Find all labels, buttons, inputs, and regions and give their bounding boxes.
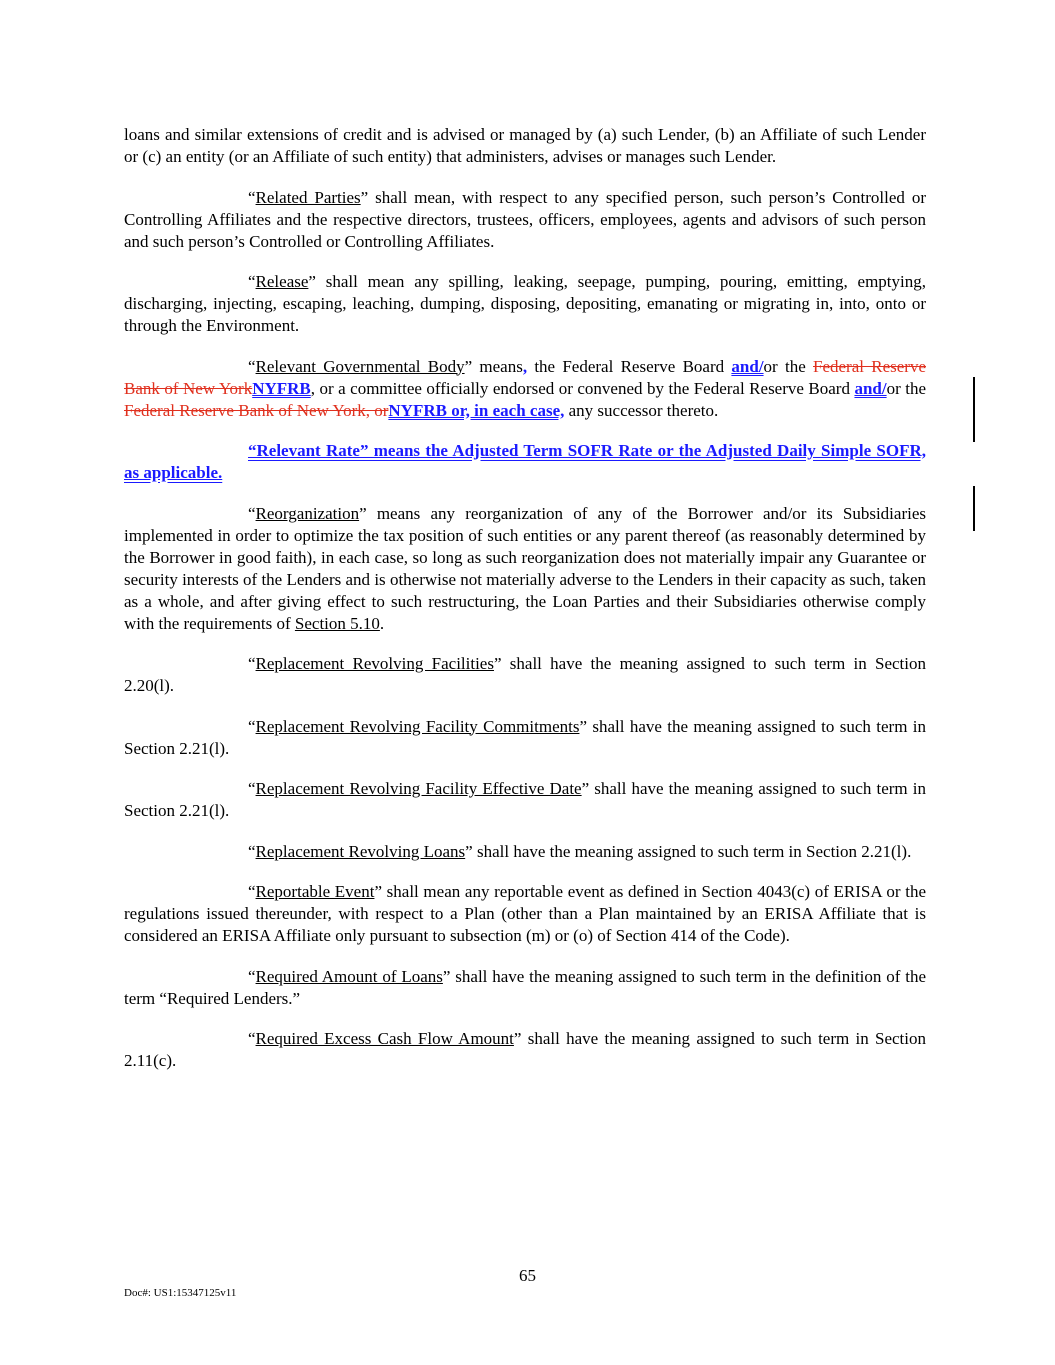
defined-term: Replacement Revolving Loans — [255, 841, 466, 861]
document-body — [124, 124, 926, 1091]
inserted-text: and/ — [731, 356, 764, 376]
defined-term: Required Amount of Loans — [255, 966, 443, 986]
defined-term: Replacement Revolving Facility Commitments — [255, 716, 580, 736]
definition-relevant-rate-inserted: “Relevant Rate” means the Adjusted Term SOFR Rate or the Adjusted Daily Simple SOFR, as applicable. — [124, 441, 926, 482]
defined-term: Release — [255, 272, 309, 291]
page-number: 65 — [519, 1266, 536, 1285]
defined-term: Reorganization — [255, 503, 360, 523]
defined-term: Relevant Governmental Body — [255, 356, 465, 376]
definition-reportable-event: “Reportable Event” shall mean any reportable event as defined in Section 4043(c) of ERISA or the regulations issued thereunder, with respect to a Plan (other than a Plan maintained by an ERISA Affiliate that is considered an ERISA Affiliate only pursuant to subsection (m) or (o) of Section 414 of the Code). — [124, 882, 926, 945]
change-bar — [973, 486, 975, 531]
inserted-text: NYFRB — [252, 378, 311, 398]
defined-term: Replacement Revolving Facilities — [255, 654, 494, 673]
definition-required-amount-of-loans: “Required Amount of Loans” shall have the meaning assigned to such term in the definition of the term “Required Lenders.” — [124, 966, 926, 1008]
definition-replacement-revolving-facilities: “Replacement Revolving Facilities” shall have the meaning assigned to such term in Section 2.20(l). — [124, 654, 927, 695]
deleted-text: Federal Reserve Bank of New York — [124, 356, 926, 398]
paragraph-continuation: loans and similar extensions of credit and is advised or managed by (a) such Lender, (b) an Affiliate of such Lender or (c) an entity (or an Affiliate of such entity) that administers, advises or manages such Lender. — [124, 125, 926, 166]
document-id: Doc#: US1:15347125v11 — [124, 1287, 237, 1299]
change-bar — [973, 377, 975, 442]
defined-term: Related Parties — [255, 187, 361, 207]
definition-related-parties: “Related Parties” shall mean, with respect to any specified person, such person’s Controlled or Controlling Affiliates and the respective directors, trustees, officers, employees, agents and advisors of such person and such person’s Controlled or Controlling Affiliates. — [124, 187, 926, 251]
inserted-text: NYFRB or, in each case, — [388, 400, 565, 420]
definition-relevant-governmental-body: “Relevant Governmental Body” means, the Federal Reserve Board and/or the Federal Reserve Bank of New YorkNYFRB, or a committee officially endorsed or convened by the Federal Reserve Board and/or the Federal Reserve Bank of New York, orNYFRB or, in each case, any successor thereto. — [124, 356, 927, 420]
definition-required-excess-cash-flow-amount: “Required Excess Cash Flow Amount” shall have the meaning assigned to such term in Section 2.11(c). — [124, 1029, 926, 1070]
definition-release: “Release” shall mean any spilling, leaking, seepage, pumping, pouring, emitting, emptying, discharging, injecting, escaping, leaching, dumping, disposing, depositing, emanating or migrating in, into, onto or through the Environment. — [124, 272, 926, 335]
definition-reorganization: “Reorganization” means any reorganization of any of the Borrower and/or its Subsidiaries implemented in order to optimize the tax position of such entities or any parent thereof (as reasonably determined by the Borrower in good faith), in each case, so long as such reorganization does not materially impair any Guarantee or security interests of the Lenders and is otherwise not materially adverse to the Lenders in their capacity as such, taken as a whole, and after giving effect to such restructuring, the Loan Parties and their Subsidiaries otherwise comply with the requirements of Section 5.10. — [124, 503, 926, 633]
deleted-text: Federal Reserve Bank of New York, or — [124, 400, 389, 420]
defined-term: Required Excess Cash Flow Amount — [255, 1029, 514, 1048]
section-reference: Section 5.10 — [294, 613, 380, 633]
definition-replacement-revolving-facility-effective-date: “Replacement Revolving Facility Effective Date” shall have the meaning assigned to such term in Section 2.21(l). — [124, 779, 926, 820]
defined-term: Reportable Event — [255, 882, 375, 901]
definition-replacement-revolving-facility-commitments: “Replacement Revolving Facility Commitments” shall have the meaning assigned to such term in Section 2.21(l). — [124, 716, 926, 758]
definition-replacement-revolving-loans: “Replacement Revolving Loans” shall have the meaning assigned to such term in Section 2.21(l). — [248, 841, 912, 861]
inserted-text: , — [522, 356, 528, 376]
inserted-text: and/ — [854, 378, 887, 398]
defined-term: Replacement Revolving Facility Effective Date — [255, 779, 582, 798]
